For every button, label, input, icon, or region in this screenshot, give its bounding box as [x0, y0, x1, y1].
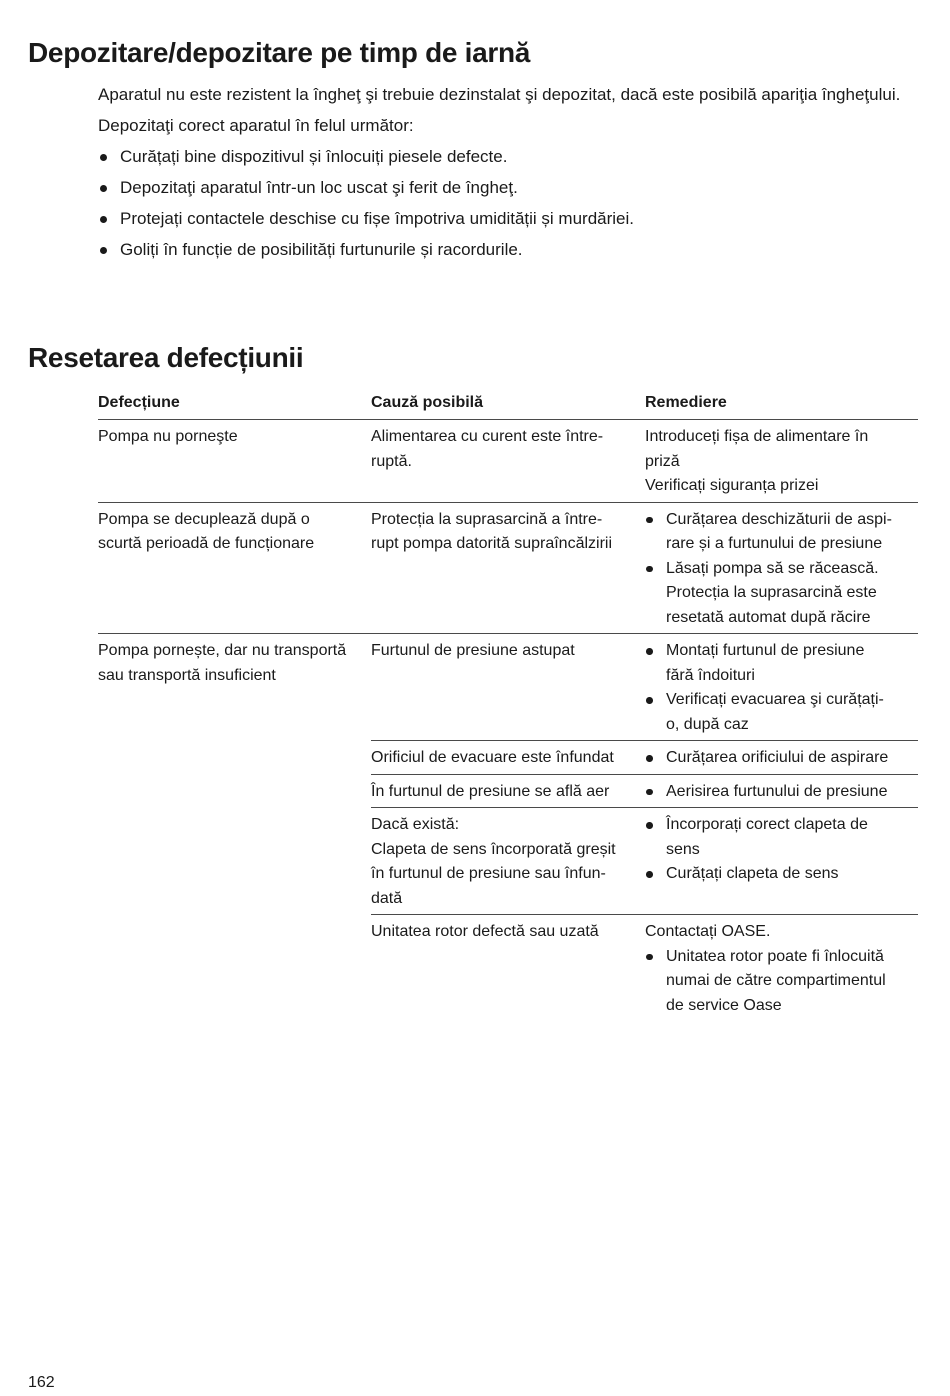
- list-item: Protejați contactele deschise cu fișe împotriva umidității și murdăriei.: [98, 205, 918, 233]
- list-item: Curățați bine dispozitivul și înlocuiți piesele defecte.: [98, 143, 918, 171]
- troubleshooting-table: [98, 391, 918, 1021]
- remedy-list: [645, 945, 912, 1019]
- page-number: 162: [28, 1374, 55, 1391]
- table-row: [98, 420, 918, 503]
- cause-text: Dacă există: Clapeta de sens încorporată greșit în furtunul de presiune sau înfun- dată: [371, 816, 616, 907]
- list-item: Goliți în funcție de posibilități furtunurile și racordurile.: [98, 236, 918, 264]
- remedy-list: [645, 780, 912, 805]
- cause-text: În furtunul de presiune se află aer: [371, 782, 610, 800]
- list-item: [645, 508, 912, 557]
- remedy-list: [645, 508, 912, 631]
- remedy-bullet-text: Unitatea rotor poate fi înlocuită numai de către compartimentul de service Oase: [666, 947, 886, 1014]
- remedy-cell: [645, 502, 918, 634]
- remedy-bullet-text: Curățarea deschizăturii de aspi- rare și a furtunului de presiune: [666, 510, 892, 552]
- list-item: Depozitaţi aparatul într-un loc uscat şi ferit de îngheţ.: [98, 174, 918, 202]
- cause-cell: [371, 741, 645, 775]
- fault-cell: [98, 420, 371, 503]
- remedy-cell: [645, 741, 918, 775]
- cause-text: Unitatea rotor defectă sau uzată: [371, 923, 599, 940]
- list-item: [645, 746, 912, 771]
- fault-text: Pompa pornește, dar nu transportă sau transportă insuficient: [98, 642, 347, 684]
- list-item: [645, 862, 912, 887]
- cause-cell: [371, 915, 645, 1022]
- column-header-fault: Defecțiune: [98, 391, 371, 420]
- remedy-bullet-text: Montați furtunul de presiune fără îndoituri: [666, 642, 865, 684]
- remedy-bullet-text: Verificați evacuarea şi curățați- o, după caz: [666, 691, 884, 733]
- remedy-cell: [645, 774, 918, 808]
- remedy-cell: [645, 808, 918, 915]
- cause-cell: [371, 502, 645, 634]
- remedy-bullet-text: Lăsați pompa să se răcească. Protecția la suprasarcină este resetată automat după răcire: [666, 559, 879, 626]
- remedy-cell: [645, 915, 918, 1022]
- remedy-bullet-text: Aerisirea furtunului de presiune: [666, 782, 888, 800]
- section-title-storage: Depozitare/depozitare pe timp de iarnă: [28, 37, 531, 68]
- list-item: [645, 813, 912, 862]
- fault-cell: [98, 502, 371, 634]
- list-item: [645, 639, 912, 688]
- remedy-list: [645, 746, 912, 771]
- column-header-cause: Cauză posibilă: [371, 391, 645, 420]
- cause-text: Orificiul de evacuare este înfundat: [371, 749, 614, 766]
- list-item: [645, 688, 912, 737]
- remedy-list: [645, 639, 912, 737]
- cause-text: Furtunul de presiune astupat: [371, 642, 575, 659]
- cause-text: Alimentarea cu curent este între- ruptă.: [371, 428, 604, 470]
- fault-text: Pompa se decuplează după o scurtă perioadă de funcționare: [98, 510, 315, 552]
- column-header-remedy: Remediere: [645, 391, 918, 420]
- storage-section-body: [98, 81, 918, 264]
- table-row: [98, 502, 918, 634]
- remedy-cell: [645, 634, 918, 741]
- remedy-text: Introduceți fișa de alimentare în priză Verificați siguranța prizei: [645, 428, 869, 494]
- list-item: [645, 780, 912, 805]
- remedy-bullet-text: Curățarea orificiului de aspirare: [666, 749, 889, 766]
- fault-cell: [98, 634, 371, 1022]
- remedy-text: Contactați OASE.: [645, 923, 771, 940]
- storage-steps-list: [98, 143, 918, 264]
- list-item: [645, 557, 912, 631]
- cause-text: Protecția la suprasarcină a între- rupt pompa datorită supraîncălzirii: [371, 510, 613, 552]
- remedy-bullet-text: Curățați clapeta de sens: [666, 865, 839, 882]
- table-header-row: [98, 391, 918, 420]
- list-item: [645, 945, 912, 1019]
- cause-cell: [371, 420, 645, 503]
- storage-intro-paragraph: Aparatul nu este rezistent la îngheţ şi trebuie dezinstalat şi depozitat, dacă este posibilă apariţia îngheţului.: [98, 85, 901, 104]
- cause-cell: [371, 634, 645, 741]
- remedy-cell: [645, 420, 918, 503]
- remedy-bullet-text: Încorporați corect clapeta de sens: [666, 816, 868, 858]
- remedy-list: [645, 813, 912, 887]
- storage-lead-paragraph: Depozitaţi corect aparatul în felul următor:: [98, 116, 414, 135]
- table-row: [98, 634, 918, 741]
- section-title-troubleshooting: Resetarea defecțiunii: [28, 342, 304, 373]
- fault-text: Pompa nu porneşte: [98, 428, 238, 445]
- cause-cell: [371, 808, 645, 915]
- cause-cell: [371, 774, 645, 808]
